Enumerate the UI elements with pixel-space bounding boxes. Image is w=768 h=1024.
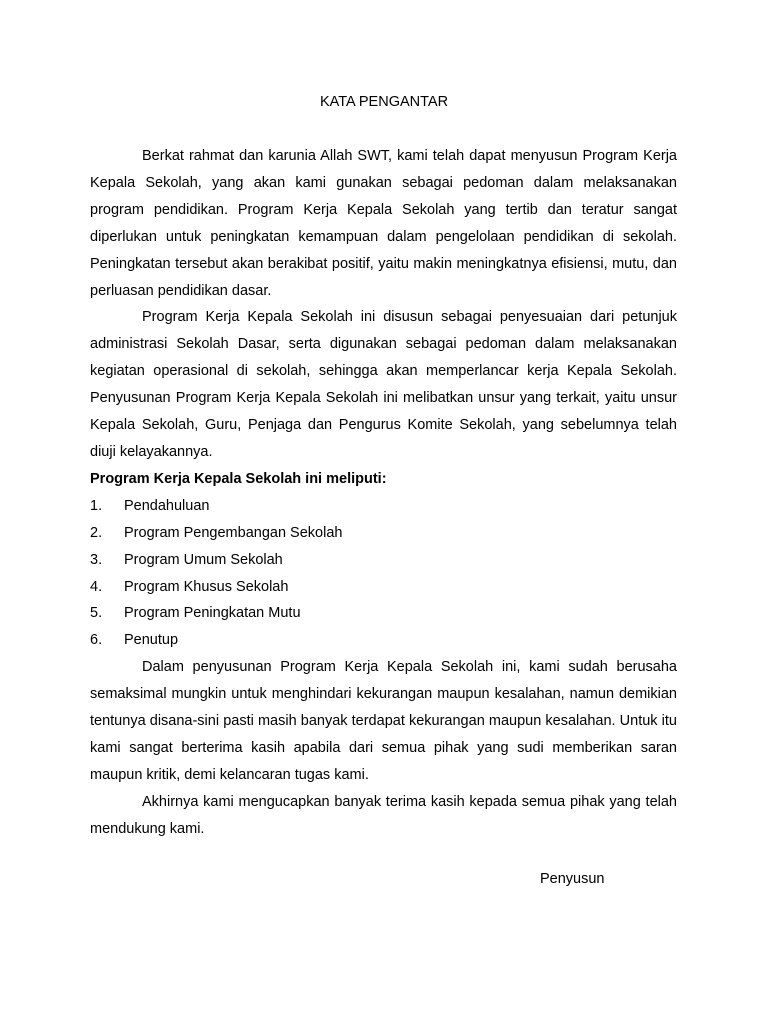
list-item-number: 4.	[90, 578, 103, 595]
paragraph: Dalam penyusunan Program Kerja Kepala Sekolah ini, kami sudah berusaha semaksimal mungkin untuk menghindari kekurangan maupun kesalahan, namun demikian tentunya disana-sini pasti masih banyak terdapat kekurangan maupun kesalahan. Untuk itu kami sangat berterima kasih apabila dari semua pihak yang sudi memberikan saran maupun kritik, demi kelancaran tugas kami.	[90, 659, 677, 783]
list-item-number: 6.	[90, 632, 103, 649]
signature-label: Penyusun	[540, 871, 605, 887]
list-item-text: Pendahuluan	[124, 497, 210, 514]
list-item-text: Program Khusus Sekolah	[124, 578, 289, 595]
list-item	[90, 600, 677, 627]
list-item	[90, 520, 677, 547]
list-item-text: Program Peningkatan Mutu	[124, 605, 301, 622]
list-item-number: 5.	[90, 605, 103, 622]
paragraph: Akhirnya kami mengucapkan banyak terima kasih kepada semua pihak yang telah mendukung kami.	[90, 793, 677, 837]
program-list	[90, 493, 677, 654]
list-item	[90, 493, 677, 520]
document-title: KATA PENGANTAR	[319, 94, 449, 110]
list-item	[90, 547, 677, 574]
list-item	[90, 574, 677, 601]
paragraph: Program Kerja Kepala Sekolah ini disusun sebagai penyesuaian dari petunjuk administrasi Sekolah Dasar, serta digunakan sebagai pedoman dalam melaksanakan kegiatan operasional di sekolah, sehingga akan memperlancar kerja Kepala Sekolah. Penyusunan Program Kerja Kepala Sekolah ini melibatkan unsur yang terkait, yaitu unsur Kepala Sekolah, Guru, Penjaga dan Pengurus Komite Sekolah, yang sebelumnya telah diuji kelayakannya.	[90, 309, 677, 460]
list-heading: Program Kerja Kepala Sekolah ini meliputi:	[90, 470, 387, 487]
list-item-number: 1.	[90, 497, 103, 514]
document-body	[90, 143, 677, 843]
list-item-text: Program Umum Sekolah	[124, 551, 283, 568]
list-item-text: Program Pengembangan Sekolah	[124, 524, 343, 541]
paragraph: Berkat rahmat dan karunia Allah SWT, kami telah dapat menyusun Program Kerja Kepala Sekolah, yang akan kami gunakan sebagai pedoman dalam melaksanakan program pendidikan. Program Kerja Kepala Sekolah yang tertib dan teratur sangat diperlukan untuk peningkatan kemampuan dalam pengelolaan pendidikan di sekolah. Peningkatan tersebut akan berakibat positif, yaitu makin meningkatnya efisiensi, mutu, dan perluasan pendidikan dasar.	[90, 148, 677, 299]
list-item-number: 3.	[90, 551, 103, 568]
list-item	[90, 627, 677, 654]
list-item-number: 2.	[90, 524, 103, 541]
list-item-text: Penutup	[124, 632, 179, 649]
